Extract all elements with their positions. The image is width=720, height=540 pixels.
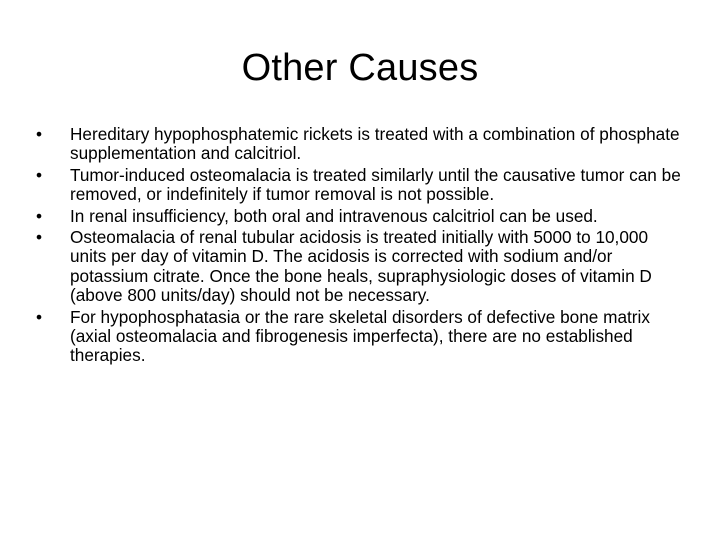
bullet-text: For hypophosphatasia or the rare skeletal disorders of defective bone matrix (axial osteomalacia and fibrogenesis imperfecta), there are no established therapies. — [70, 306, 650, 366]
bullet-text: In renal insufficiency, both oral and intravenous calcitriol can be used. — [70, 205, 598, 226]
bullet-item — [36, 207, 684, 226]
bullet-icon: • — [36, 124, 43, 144]
bullet-text: Tumor-induced osteomalacia is treated similarly until the causative tumor can be removed, or indefinitely if tumor removal is not possible. — [70, 164, 681, 205]
bullet-item — [36, 228, 684, 306]
bullet-icon: • — [36, 306, 43, 327]
bullet-icon: • — [36, 205, 43, 226]
bullet-text: Osteomalacia of renal tubular acidosis is treated initially with 5000 to 10,000 units per day of vitamin D. The acidosis is corrected with sodium and/or potassium citrate. Once the bone heals, supraphysiologic doses of vitamin D (above 800 units/day) should not be necessary. — [70, 227, 652, 306]
bullet-icon: • — [36, 164, 43, 185]
bullet-icon: • — [36, 227, 43, 248]
slide-title: Other Causes — [241, 47, 479, 89]
bullet-item — [36, 125, 684, 164]
bullet-text: Hereditary hypophosphatemic rickets is treated with a combination of phosphate supplementation and calcitriol. — [70, 124, 680, 164]
bullet-item — [36, 166, 684, 205]
bullet-item — [36, 308, 684, 366]
bullet-list — [36, 125, 684, 368]
